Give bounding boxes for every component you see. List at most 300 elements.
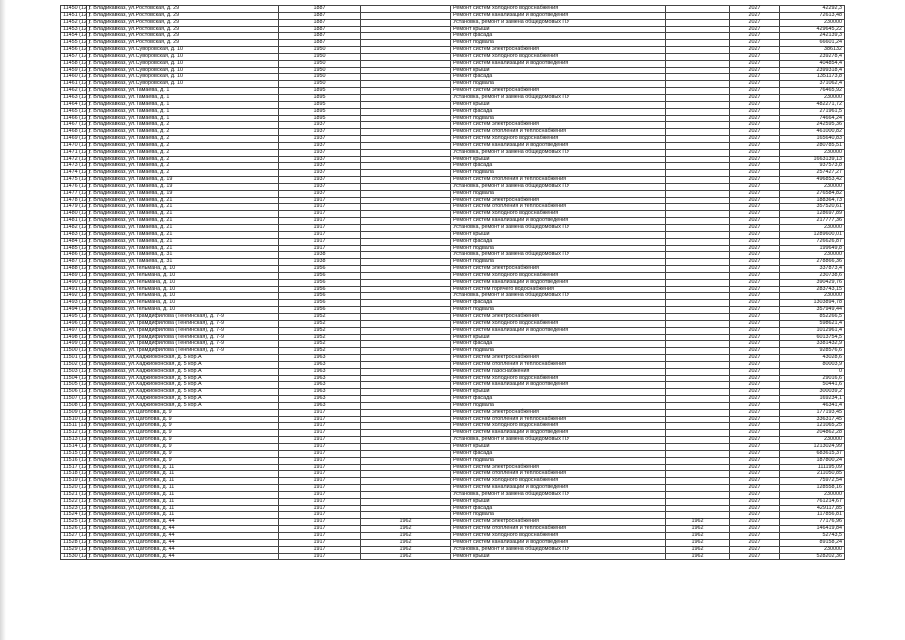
cell-cost: 42292,3	[780, 6, 845, 13]
cell-plan-year: 2027	[730, 279, 780, 286]
cell-address: г. Владикавказ, ул.Цаголова, д. 11	[87, 471, 279, 478]
cell-build-year: 1963	[279, 361, 361, 368]
cell-work-year: 1962	[666, 539, 730, 546]
cell-address: г. Владикавказ, ул.Тамаева, д. 21	[87, 218, 279, 225]
cell-plan-year: 2027	[730, 355, 780, 362]
cell-cost: 404854,4	[780, 60, 845, 67]
cell-reconstruction-year	[361, 375, 451, 382]
cell-work-type: Ремонт фасада	[451, 74, 666, 81]
cell-work-type: Ремонт фасада	[451, 238, 666, 245]
cell-cost: 72613,48	[780, 12, 845, 19]
cell-row-number: 11478 (12 )	[61, 197, 87, 204]
cell-address: г. Владикавказ, ул.Тамаева, д. 21	[87, 204, 279, 211]
cell-reconstruction-year	[361, 149, 451, 156]
cell-reconstruction-year	[361, 60, 451, 67]
cell-row-number: 11457 (12 )	[61, 53, 87, 60]
cell-work-type: Ремонт фасада	[451, 450, 666, 457]
cell-row-number: 11468 (12 )	[61, 129, 87, 136]
cell-work-year	[666, 177, 730, 184]
cell-build-year: 1917	[279, 211, 361, 218]
cell-row-number: 11454 (12 )	[61, 33, 87, 40]
cell-cost: 169234,1	[780, 396, 845, 403]
cell-reconstruction-year	[361, 361, 451, 368]
cell-reconstruction-year	[361, 409, 451, 416]
cell-cost: 598621,4	[780, 320, 845, 327]
cell-build-year: 1952	[279, 334, 361, 341]
cell-plan-year: 2027	[730, 286, 780, 293]
cell-cost: 230000	[780, 437, 845, 444]
cell-work-type: Установка, ремонт и замена общедомовых ПУ	[451, 19, 666, 26]
cell-work-type: Ремонт крыши	[451, 389, 666, 396]
cell-work-type: Ремонт крыши	[451, 553, 666, 560]
cell-cost: 461000,82	[780, 129, 845, 136]
cell-row-number: 11505 (12 )	[61, 382, 87, 389]
cell-address: г. Владикавказ, ул.Тельмана, д. 10	[87, 279, 279, 286]
cell-address: г. Владикавказ, ул.Цаголова, д. 9	[87, 457, 279, 464]
cell-row-number: 11458 (12 )	[61, 60, 87, 67]
cell-reconstruction-year	[361, 101, 451, 108]
cell-reconstruction-year: 1962	[361, 526, 451, 533]
cell-plan-year: 2027	[730, 423, 780, 430]
cell-reconstruction-year	[361, 231, 451, 238]
cell-address: г. Владикавказ, ул.Цаголова, д. 44	[87, 553, 279, 560]
cell-work-type: Ремонт фасада	[451, 300, 666, 307]
cell-row-number: 11479 (12 )	[61, 204, 87, 211]
cell-work-year: 1962	[666, 546, 730, 553]
cell-work-year	[666, 266, 730, 273]
cell-work-type: Ремонт систем канализации и водоотведения	[451, 430, 666, 437]
cell-work-type: Ремонт систем электроснабжения	[451, 409, 666, 416]
cell-address: г. Владикавказ, ул.Тамаева, д. 19	[87, 183, 279, 190]
cell-row-number: 11481 (12 )	[61, 218, 87, 225]
table-row	[61, 546, 845, 553]
cell-build-year: 1917	[279, 526, 361, 533]
cell-cost: 6013754,5	[780, 334, 845, 341]
cell-reconstruction-year	[361, 272, 451, 279]
cell-address: г. Владикавказ, ул.Хаджиоконская, д. 5 кор.А	[87, 402, 279, 409]
cell-build-year: 1950	[279, 47, 361, 54]
cell-cost: 357520,61	[780, 204, 845, 211]
cell-cost: 852266,5	[780, 313, 845, 320]
capital-repair-table	[60, 5, 845, 560]
cell-plan-year: 2027	[730, 231, 780, 238]
cell-cost: 128697,89	[780, 211, 845, 218]
cell-cost: 230000	[780, 225, 845, 232]
cell-reconstruction-year	[361, 389, 451, 396]
cell-address: г. Владикавказ, ул.Тамаева, д. 2	[87, 136, 279, 143]
cell-work-type: Ремонт подвала	[451, 190, 666, 197]
cell-plan-year: 2027	[730, 553, 780, 560]
cell-cost: 3381432,9	[780, 341, 845, 348]
cell-cost: 230000	[780, 252, 845, 259]
cell-build-year: 1952	[279, 313, 361, 320]
cell-row-number: 11459 (12 )	[61, 67, 87, 74]
document-page	[60, 5, 844, 560]
cell-address: г. Владикавказ, ул.Цаголова, д. 44	[87, 532, 279, 539]
cell-work-year	[666, 498, 730, 505]
cell-work-type: Ремонт подвала	[451, 402, 666, 409]
cell-work-type: Ремонт систем холодного водоснабжения	[451, 423, 666, 430]
cell-build-year: 1917	[279, 471, 361, 478]
cell-plan-year: 2027	[730, 33, 780, 40]
cell-build-year: 1917	[279, 539, 361, 546]
cell-work-year	[666, 300, 730, 307]
cell-work-type: Ремонт подвала	[451, 307, 666, 314]
cell-row-number: 11488 (12 )	[61, 266, 87, 273]
cell-row-number: 11450 (12 )	[61, 6, 87, 13]
cell-address: г. Владикавказ, ул.Суворовская, д. 10	[87, 47, 279, 54]
cell-row-number: 11453 (12 )	[61, 26, 87, 33]
table-row	[61, 108, 845, 115]
cell-address: г. Владикавказ, ул.Цаголова, д. 9	[87, 444, 279, 451]
cell-work-type: Ремонт систем электроснабжения	[451, 355, 666, 362]
cell-work-year	[666, 402, 730, 409]
cell-cost: 371062,4	[780, 81, 845, 88]
cell-work-year	[666, 457, 730, 464]
cell-work-year	[666, 491, 730, 498]
cell-plan-year: 2027	[730, 450, 780, 457]
cell-row-number: 11496 (12 )	[61, 320, 87, 327]
cell-reconstruction-year	[361, 47, 451, 54]
cell-reconstruction-year: 1962	[361, 539, 451, 546]
cell-work-year	[666, 197, 730, 204]
cell-work-type: Ремонт систем холодного водоснабжения	[451, 272, 666, 279]
cell-row-number: 11477 (12 )	[61, 190, 87, 197]
cell-work-type: Ремонт подвала	[451, 40, 666, 47]
cell-plan-year: 2027	[730, 122, 780, 129]
cell-work-type: Ремонт фасада	[451, 163, 666, 170]
cell-work-type: Ремонт систем канализации и водоотведения	[451, 218, 666, 225]
table-row	[61, 19, 845, 26]
cell-build-year: 1917	[279, 197, 361, 204]
cell-cost: 337873,4	[780, 266, 845, 273]
cell-work-type: Ремонт подвала	[451, 348, 666, 355]
cell-work-year	[666, 471, 730, 478]
cell-address: г. Владикавказ, ул.Цаголова, д. 44	[87, 526, 279, 533]
cell-work-type: Ремонт фасада	[451, 108, 666, 115]
cell-address: г. Владикавказ, ул.Ростовская, д. 29	[87, 40, 279, 47]
cell-reconstruction-year	[361, 170, 451, 177]
cell-reconstruction-year: 1962	[361, 519, 451, 526]
cell-reconstruction-year	[361, 416, 451, 423]
table-row	[61, 327, 845, 334]
cell-work-year	[666, 156, 730, 163]
cell-build-year: 1952	[279, 327, 361, 334]
cell-row-number: 11455 (12 )	[61, 40, 87, 47]
cell-plan-year: 2027	[730, 170, 780, 177]
cell-address: г. Владикавказ, ул.Тамаева, д. 1	[87, 101, 279, 108]
cell-reconstruction-year	[361, 491, 451, 498]
cell-work-type: Ремонт систем канализации и водоотведения	[451, 485, 666, 492]
cell-row-number: 11529 (12 )	[61, 546, 87, 553]
cell-plan-year: 2027	[730, 491, 780, 498]
cell-work-type: Установка, ремонт и замена общедомовых ПУ	[451, 183, 666, 190]
cell-plan-year: 2027	[730, 6, 780, 13]
cell-build-year: 1917	[279, 512, 361, 519]
cell-cost: 429645,22	[780, 26, 845, 33]
cell-cost: 278866,36	[780, 259, 845, 266]
cell-work-type: Ремонт подвала	[451, 259, 666, 266]
cell-work-year	[666, 225, 730, 232]
cell-build-year: 1963	[279, 355, 361, 362]
cell-row-number: 11482 (12 )	[61, 225, 87, 232]
cell-address: г. Владикавказ, ул.Хаджиоконская, д. 5 кор.А	[87, 355, 279, 362]
cell-work-type: Ремонт крыши	[451, 156, 666, 163]
cell-work-type: Ремонт крыши	[451, 26, 666, 33]
cell-plan-year: 2027	[730, 389, 780, 396]
cell-row-number: 11527 (12 )	[61, 532, 87, 539]
cell-work-type: Ремонт систем канализации и водоотведения	[451, 382, 666, 389]
cell-cost: 239278,4	[780, 53, 845, 60]
table-body	[61, 6, 845, 560]
cell-cost: 1303894,78	[780, 300, 845, 307]
cell-cost: 199649,8	[780, 245, 845, 252]
cell-build-year: 1917	[279, 532, 361, 539]
cell-reconstruction-year	[361, 94, 451, 101]
cell-build-year: 1895	[279, 108, 361, 115]
cell-row-number: 11528 (12 )	[61, 539, 87, 546]
cell-work-type: Ремонт систем электроснабжения	[451, 88, 666, 95]
cell-work-year	[666, 40, 730, 47]
cell-build-year: 1917	[279, 546, 361, 553]
cell-address: г. Владикавказ, ул.Ростовская, д. 29	[87, 33, 279, 40]
cell-address: г. Владикавказ, ул.Суворовская, д. 10	[87, 60, 279, 67]
cell-work-year	[666, 355, 730, 362]
cell-build-year: 1917	[279, 423, 361, 430]
cell-plan-year: 2027	[730, 519, 780, 526]
cell-work-type: Ремонт фасада	[451, 33, 666, 40]
cell-reconstruction-year	[361, 245, 451, 252]
cell-work-type: Ремонт крыши	[451, 444, 666, 451]
cell-row-number: 11473 (12 )	[61, 163, 87, 170]
cell-work-year	[666, 320, 730, 327]
cell-work-type: Ремонт систем холодного водоснабжения	[451, 53, 666, 60]
cell-row-number: 11466 (12 )	[61, 115, 87, 122]
cell-work-year	[666, 163, 730, 170]
cell-build-year: 1952	[279, 320, 361, 327]
cell-work-year	[666, 108, 730, 115]
cell-work-type: Ремонт крыши	[451, 334, 666, 341]
cell-build-year: 1917	[279, 491, 361, 498]
cell-cost: 276584,82	[780, 190, 845, 197]
cell-work-type: Ремонт систем канализации и водоотведения	[451, 142, 666, 149]
cell-address: г. Владикавказ, ул.Тамаева, д. 2	[87, 142, 279, 149]
cell-plan-year: 2027	[730, 526, 780, 533]
cell-build-year: 1956	[279, 307, 361, 314]
cell-work-type: Ремонт фасада	[451, 396, 666, 403]
cell-work-year	[666, 88, 730, 95]
cell-reconstruction-year	[361, 40, 451, 47]
cell-reconstruction-year	[361, 293, 451, 300]
cell-address: г. Владикавказ, ул.Тамаева, д. 1	[87, 115, 279, 122]
cell-work-type: Ремонт систем холодного водоснабжения	[451, 478, 666, 485]
cell-work-type: Ремонт подвала	[451, 170, 666, 177]
cell-cost: 336317,45	[780, 416, 845, 423]
cell-cost: 230000	[780, 19, 845, 26]
cell-plan-year: 2027	[730, 163, 780, 170]
cell-reconstruction-year	[361, 183, 451, 190]
cell-plan-year: 2027	[730, 457, 780, 464]
cell-cost: 75972,54	[780, 478, 845, 485]
cell-address: г. Владикавказ, ул.Хаджиоконская, д. 5 кор.А	[87, 389, 279, 396]
cell-build-year: 1937	[279, 136, 361, 143]
cell-work-year	[666, 307, 730, 314]
cell-build-year: 1950	[279, 67, 361, 74]
cell-plan-year: 2027	[730, 115, 780, 122]
cell-build-year: 1887	[279, 40, 361, 47]
cell-reconstruction-year	[361, 464, 451, 471]
cell-work-type: Ремонт фасада	[451, 505, 666, 512]
cell-row-number: 11523 (12 )	[61, 505, 87, 512]
cell-work-year	[666, 450, 730, 457]
cell-cost: 1289600,01	[780, 231, 845, 238]
cell-cost: 0	[780, 368, 845, 375]
cell-plan-year: 2027	[730, 532, 780, 539]
cell-address: г. Владикавказ, ул.Тамаева, д. 2	[87, 163, 279, 170]
cell-cost: 230000	[780, 491, 845, 498]
cell-work-type: Ремонт систем газоснабжения	[451, 368, 666, 375]
cell-cost: 761214,67	[780, 498, 845, 505]
cell-build-year: 1956	[279, 293, 361, 300]
cell-address: г. Владикавказ, ул.Тамаева, д. 2	[87, 156, 279, 163]
cell-address: г. Владикавказ, ул.Тамаева, д. 19	[87, 177, 279, 184]
cell-work-year	[666, 286, 730, 293]
cell-cost: 937573,8	[780, 163, 845, 170]
cell-build-year: 1887	[279, 33, 361, 40]
cell-address: г. Владикавказ, ул.Суворовская, д. 10	[87, 74, 279, 81]
cell-work-year	[666, 129, 730, 136]
cell-cost: 726626,87	[780, 238, 845, 245]
cell-address: г. Владикавказ, ул.Тамаева, д. 31	[87, 259, 279, 266]
cell-work-type: Ремонт подвала	[451, 115, 666, 122]
cell-row-number: 11503 (12 )	[61, 368, 87, 375]
cell-reconstruction-year	[361, 355, 451, 362]
cell-build-year: 1917	[279, 437, 361, 444]
cell-address: г. Владикавказ, ул.Суворовская, д. 10	[87, 67, 279, 74]
cell-plan-year: 2027	[730, 26, 780, 33]
cell-cost: 242595,36	[780, 122, 845, 129]
cell-row-number: 11456 (12 )	[61, 47, 87, 54]
cell-work-year	[666, 382, 730, 389]
cell-row-number: 11484 (12 )	[61, 238, 87, 245]
cell-address: г. Владикавказ, ул.Тельмана, д. 10	[87, 300, 279, 307]
cell-plan-year: 2027	[730, 101, 780, 108]
cell-plan-year: 2027	[730, 416, 780, 423]
cell-work-type: Ремонт крыши	[451, 498, 666, 505]
cell-address: г. Владикавказ, ул.Тельмана, д. 10	[87, 272, 279, 279]
cell-cost: 80003,9	[780, 361, 845, 368]
cell-row-number: 11530 (12 )	[61, 553, 87, 560]
cell-row-number: 11474 (12 )	[61, 170, 87, 177]
cell-cost: 482271,72	[780, 101, 845, 108]
cell-work-type: Установка, ремонт и замена общедомовых ПУ	[451, 252, 666, 259]
cell-work-type: Ремонт систем отопления и теплоснабжения	[451, 526, 666, 533]
cell-plan-year: 2027	[730, 94, 780, 101]
cell-plan-year: 2027	[730, 67, 780, 74]
cell-plan-year: 2027	[730, 204, 780, 211]
cell-address: г. Владикавказ, ул.Цаголова, д. 11	[87, 464, 279, 471]
cell-row-number: 11509 (12 )	[61, 409, 87, 416]
cell-reconstruction-year	[361, 238, 451, 245]
cell-cost: 50441,6	[780, 382, 845, 389]
cell-address: г. Владикавказ, ул.Трамдифилова (Тенгинская), д. 7-9	[87, 334, 279, 341]
table-row	[61, 238, 845, 245]
cell-address: г. Владикавказ, ул.Ростовская, д. 29	[87, 26, 279, 33]
cell-work-year	[666, 485, 730, 492]
cell-cost: 128558,16	[780, 485, 845, 492]
cell-plan-year: 2027	[730, 60, 780, 67]
cell-row-number: 11464 (12 )	[61, 101, 87, 108]
cell-cost: 146419,84	[780, 526, 845, 533]
cell-reconstruction-year	[361, 327, 451, 334]
cell-reconstruction-year	[361, 136, 451, 143]
cell-address: г. Владикавказ, ул.Хаджиоконская, д. 5 кор.А	[87, 368, 279, 375]
cell-build-year: 1917	[279, 416, 361, 423]
cell-reconstruction-year	[361, 218, 451, 225]
cell-reconstruction-year	[361, 348, 451, 355]
cell-reconstruction-year	[361, 430, 451, 437]
cell-address: г. Владикавказ, ул.Цаголова, д. 9	[87, 409, 279, 416]
cell-build-year: 1956	[279, 286, 361, 293]
cell-plan-year: 2027	[730, 444, 780, 451]
cell-cost: 1012961,4	[780, 327, 845, 334]
cell-work-type: Ремонт систем холодного водоснабжения	[451, 6, 666, 13]
cell-reconstruction-year: 1962	[361, 532, 451, 539]
cell-cost: 187800,24	[780, 457, 845, 464]
cell-cost: 204862,28	[780, 430, 845, 437]
cell-reconstruction-year	[361, 67, 451, 74]
cell-address: г. Владикавказ, ул.Тамаева, д. 2	[87, 149, 279, 156]
cell-row-number: 11525 (12 )	[61, 519, 87, 526]
table-row	[61, 457, 845, 464]
cell-plan-year: 2027	[730, 498, 780, 505]
cell-row-number: 11471 (12 )	[61, 149, 87, 156]
cell-plan-year: 2027	[730, 136, 780, 143]
cell-plan-year: 2027	[730, 505, 780, 512]
cell-row-number: 11485 (12 )	[61, 245, 87, 252]
cell-address: г. Владикавказ, ул.Цаголова, д. 9	[87, 437, 279, 444]
cell-reconstruction-year	[361, 300, 451, 307]
cell-plan-year: 2027	[730, 539, 780, 546]
cell-work-year	[666, 361, 730, 368]
cell-address: г. Владикавказ, ул.Тамаева, д. 21	[87, 197, 279, 204]
cell-plan-year: 2027	[730, 211, 780, 218]
cell-work-year	[666, 136, 730, 143]
cell-reconstruction-year	[361, 423, 451, 430]
cell-address: г. Владикавказ, ул.Трамдифилова (Тенгинская), д. 7-9	[87, 348, 279, 355]
cell-build-year: 1917	[279, 553, 361, 560]
cell-reconstruction-year	[361, 12, 451, 19]
cell-build-year: 1950	[279, 81, 361, 88]
cell-plan-year: 2027	[730, 40, 780, 47]
cell-address: г. Владикавказ, ул.Цаголова, д. 9	[87, 450, 279, 457]
cell-work-year	[666, 81, 730, 88]
cell-cost: 66601,24	[780, 40, 845, 47]
cell-address: г. Владикавказ, ул.Цаголова, д. 11	[87, 498, 279, 505]
cell-work-year	[666, 478, 730, 485]
cell-work-year	[666, 334, 730, 341]
cell-cost: 230000	[780, 546, 845, 553]
cell-work-type: Ремонт крыши	[451, 67, 666, 74]
cell-build-year: 1887	[279, 12, 361, 19]
cell-work-type: Ремонт систем канализации и водоотведения	[451, 539, 666, 546]
cell-cost: 177193,45	[780, 409, 845, 416]
cell-build-year: 1917	[279, 519, 361, 526]
cell-row-number: 11460 (12 )	[61, 74, 87, 81]
cell-plan-year: 2027	[730, 348, 780, 355]
cell-work-year	[666, 327, 730, 334]
cell-plan-year: 2027	[730, 375, 780, 382]
